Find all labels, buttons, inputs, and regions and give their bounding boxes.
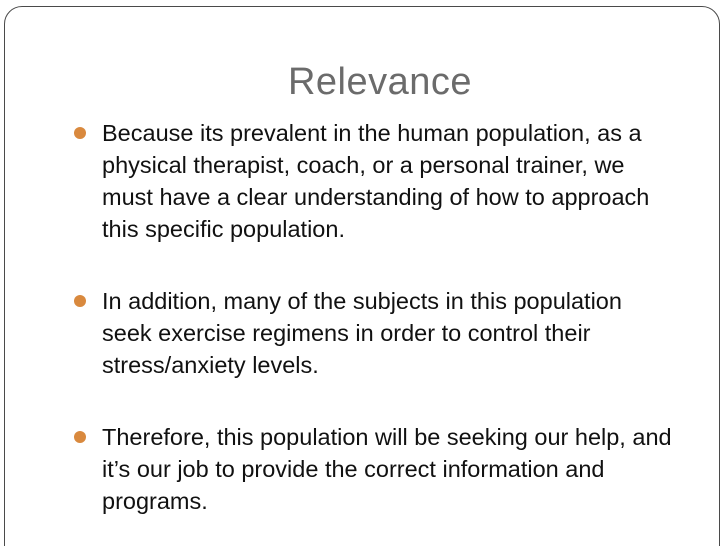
bullet-list — [74, 117, 674, 546]
bullet-item — [74, 421, 674, 517]
bullet-item — [74, 285, 674, 381]
bullet-dot-icon — [74, 431, 86, 443]
bullet-text: Therefore, this population will be seeking our help, and it’s our job to provide the correct information and programs. — [102, 424, 672, 514]
bullet-text: Because its prevalent in the human population, as a physical therapist, coach, or a personal trainer, we must have a clear understanding of how to approach this specific population. — [102, 120, 650, 242]
bullet-dot-icon — [74, 127, 86, 139]
slide-title: Relevance — [287, 61, 473, 103]
bullet-dot-icon — [74, 295, 86, 307]
bullet-text: In addition, many of the subjects in this population seek exercise regimens in order to control their stress/anxiety levels. — [102, 288, 622, 378]
bullet-item — [74, 117, 674, 245]
